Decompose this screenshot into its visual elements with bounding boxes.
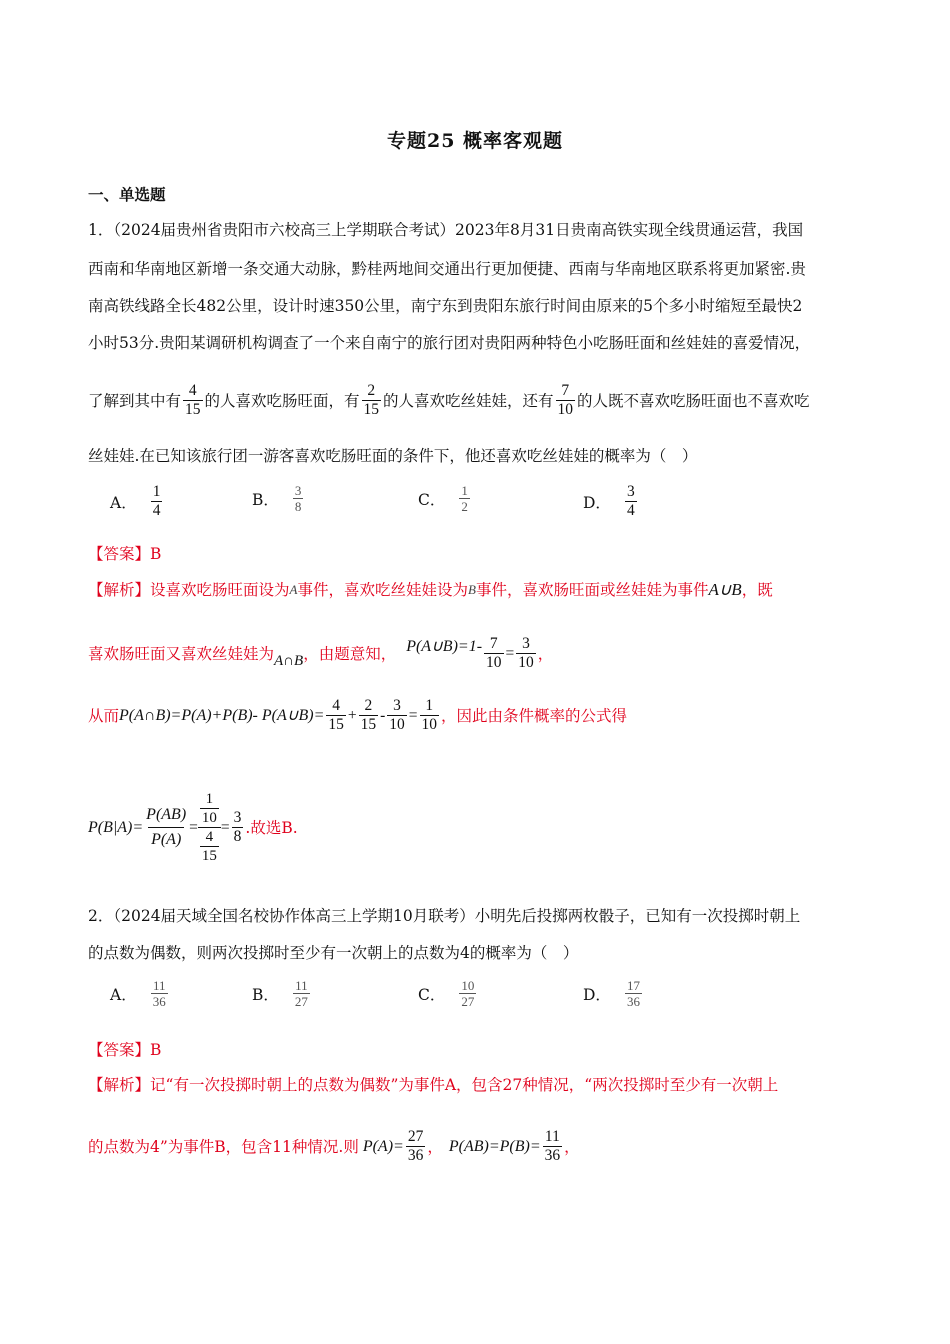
math-operator: = [408, 706, 418, 724]
denominator: 15 [360, 716, 377, 733]
denominator: 27 [294, 994, 308, 1009]
denominator: 8 [233, 828, 242, 845]
analysis-text: ， [537, 644, 554, 663]
math-operator: = [220, 818, 230, 836]
option-label: C． [418, 490, 446, 509]
option-label: B． [252, 490, 279, 509]
analysis-text: 记“有一次投掷时朝上的点数为偶数”为事件A，包含27种情况，“两次投掷时至少有一次朝上 [150, 1076, 779, 1094]
fraction [459, 483, 470, 514]
q2-option-d[interactable] [583, 978, 644, 1009]
numerator: 2 [367, 382, 376, 399]
q1-analysis-line [88, 697, 627, 734]
q2-option-b[interactable] [252, 978, 312, 1009]
q1-option-c[interactable] [418, 483, 472, 514]
numerator: 4 [205, 829, 214, 845]
numerator: 11 [152, 978, 166, 993]
numerator: 4 [332, 697, 340, 714]
math-operator: + [347, 706, 357, 724]
denominator: 8 [294, 499, 302, 514]
option-label: C． [418, 985, 446, 1004]
section-heading: 一、单选题 [88, 185, 166, 204]
q1-text-line: 1．（2024届贵州省贵阳市六校高三上学期联合考试）2023年8月31日贵南高铁实现全线贯通运营，我国 [88, 221, 804, 239]
math-operator: - [380, 706, 386, 724]
numerator: 10 [461, 978, 475, 993]
denominator: 36 [407, 1147, 424, 1164]
math-expression: A∪B [708, 580, 742, 599]
denominator: P(A) [148, 827, 184, 852]
q1-analysis-line [88, 635, 553, 672]
math-expression: P(B|A)= [88, 818, 144, 836]
math-operator: = [505, 644, 515, 662]
q1-option-b[interactable] [252, 483, 305, 514]
fraction: $\frac{3}{10}$ [389, 697, 405, 733]
numerator: P(AB) [146, 806, 187, 823]
q1-analysis-line [88, 580, 773, 600]
analysis-text: 喜欢肠旺面又喜欢丝娃娃为 [88, 644, 275, 663]
numerator: 2 [364, 697, 373, 714]
numerator: 1 [205, 791, 214, 807]
fraction [232, 809, 244, 846]
q1-text-line-fractions [88, 382, 810, 419]
math-symbol: B [468, 582, 476, 597]
page-title: 专题25 概率客观题 [386, 130, 564, 152]
fraction [406, 1128, 426, 1165]
fraction [293, 978, 310, 1009]
numerator: 7 [561, 382, 570, 399]
analysis-text: .故选B. [245, 818, 298, 837]
q1-text-line: 西南和华南地区新增一条交通大动脉，黔桂两地间交通出行更加便捷、西南与华南地区联系将更加紧密.贵 [88, 260, 806, 278]
q2-option-c[interactable] [418, 978, 478, 1009]
denominator: 36 [152, 994, 166, 1009]
fraction [359, 697, 379, 734]
q1-text-segment: 的人喜欢吃丝娃娃，还有 [383, 391, 554, 410]
fraction [420, 697, 440, 734]
analysis-text: 从而 [88, 706, 120, 725]
q2-text-line: 的点数为偶数，则两次投掷时至少有一次朝上的点数为4的概率为（ ） [88, 944, 579, 962]
denominator: 15 [201, 848, 217, 864]
math-operator: = [189, 818, 198, 836]
analysis-text: ，既 [741, 581, 773, 599]
fraction [151, 978, 168, 1009]
numerator: 17 [626, 978, 640, 993]
denominator: 10 [201, 810, 217, 826]
numerator: 1 [152, 483, 161, 500]
fraction [484, 635, 504, 672]
q2-option-a[interactable] [110, 978, 170, 1009]
analysis-tag: 【解析】 [88, 1076, 151, 1094]
analysis-text: 设喜欢吃肠旺面设为 [150, 581, 290, 599]
fraction [625, 978, 642, 1009]
q1-text-segment: 了解到其中有 [88, 391, 182, 410]
q1-text-segment: 的人喜欢吃肠旺面，有 [204, 391, 360, 410]
fraction [143, 803, 189, 852]
q2-answer: 【答案】B [88, 1041, 162, 1059]
denominator: 15 [328, 716, 344, 733]
analysis-text: ，因此由条件概率的公式得 [441, 706, 628, 725]
numerator: 11 [295, 978, 308, 993]
denominator: 36 [626, 994, 640, 1009]
fraction [200, 790, 219, 827]
analysis-text: ，由题意知， [303, 644, 397, 663]
fraction [183, 382, 203, 419]
denominator: 27 [461, 994, 475, 1009]
math-expression: A∩B [274, 652, 304, 669]
denominator: 36 [544, 1147, 561, 1164]
fraction [556, 382, 576, 419]
q1-conditional-formula [88, 790, 298, 865]
q2-analysis-line [88, 1128, 580, 1165]
denominator: 15 [363, 401, 380, 418]
fraction [362, 382, 382, 419]
q1-text-line: 小时53分.贵阳某调研机构调查了一个来自南宁的旅行团对贵阳两种特色小吃肠旺面和丝娃娃的喜爱情况， [88, 334, 811, 352]
q1-text-segment: 的人既不喜欢吃肠旺面也不喜欢吃 [577, 391, 810, 410]
option-label: A． [110, 985, 137, 1004]
denominator: 10 [557, 401, 574, 418]
q1-option-a[interactable] [110, 483, 164, 520]
analysis-tag: 【解析】 [88, 581, 151, 599]
math-symbol: A [289, 582, 298, 597]
fraction: $\frac{3}{10}$ [518, 635, 534, 671]
fraction [326, 697, 346, 734]
fraction [459, 978, 476, 1009]
denominator: 15 [185, 401, 201, 418]
q2-text-line: 2．（2024届天域全国名校协作体高三上学期10月联考）小明先后投掷两枚骰子，已知有一次投掷时朝上 [88, 907, 801, 925]
q1-answer: 【答案】B [88, 545, 162, 563]
denominator: 2 [461, 499, 468, 514]
numerator: 11 [544, 1128, 560, 1145]
compound-fraction [198, 790, 221, 865]
math-expression: P(A)= [362, 1137, 404, 1155]
numerator: 3 [626, 483, 635, 500]
option-label: D． [583, 493, 611, 512]
numerator: 3 [294, 483, 302, 498]
analysis-text: ， [427, 1137, 443, 1156]
fraction [625, 483, 637, 520]
q1-option-d[interactable] [583, 483, 639, 520]
math-expression: P(A∩B)=P(A)+P(B)- P(A∪B)= [119, 706, 325, 724]
analysis-text: 的点数为4”为事件B，包含11种情况.则 [88, 1137, 359, 1156]
q1-text-line: 南高铁线路全长482公里，设计时速350公里，南宁东到贵阳东旅行时间由原来的5个多小时缩短至最快2 [88, 297, 803, 315]
fraction [293, 483, 304, 514]
denominator: 10 [486, 654, 502, 671]
q1-text-line: 丝娃娃.在已知该旅行团一游客喜欢吃肠旺面的条件下，他还喜欢吃丝娃娃的概率为（ ） [88, 447, 698, 465]
q2-analysis-line [88, 1075, 778, 1095]
fraction [200, 828, 219, 865]
denominator: 4 [152, 502, 161, 519]
numerator: 7 [489, 635, 498, 652]
analysis-text: ， [564, 1137, 580, 1156]
fraction [151, 483, 163, 520]
analysis-text: 事件，喜欢吃丝娃娃设为 [297, 581, 468, 599]
numerator: 1 [461, 483, 468, 498]
numerator: 3 [233, 809, 242, 826]
option-label: D． [583, 985, 611, 1004]
denominator: 4 [626, 502, 635, 519]
numerator: 4 [188, 382, 197, 399]
numerator: 1 [425, 697, 434, 714]
analysis-text: 事件，喜欢肠旺面或丝娃娃为事件 [475, 581, 709, 599]
option-label: B． [252, 985, 279, 1004]
math-expression: P(A∪B)=1- [406, 637, 483, 655]
fraction [543, 1128, 563, 1165]
option-label: A． [110, 493, 137, 512]
math-expression: P(AB)=P(B)= [448, 1137, 541, 1155]
numerator: 27 [407, 1128, 424, 1145]
denominator: 10 [421, 716, 438, 733]
